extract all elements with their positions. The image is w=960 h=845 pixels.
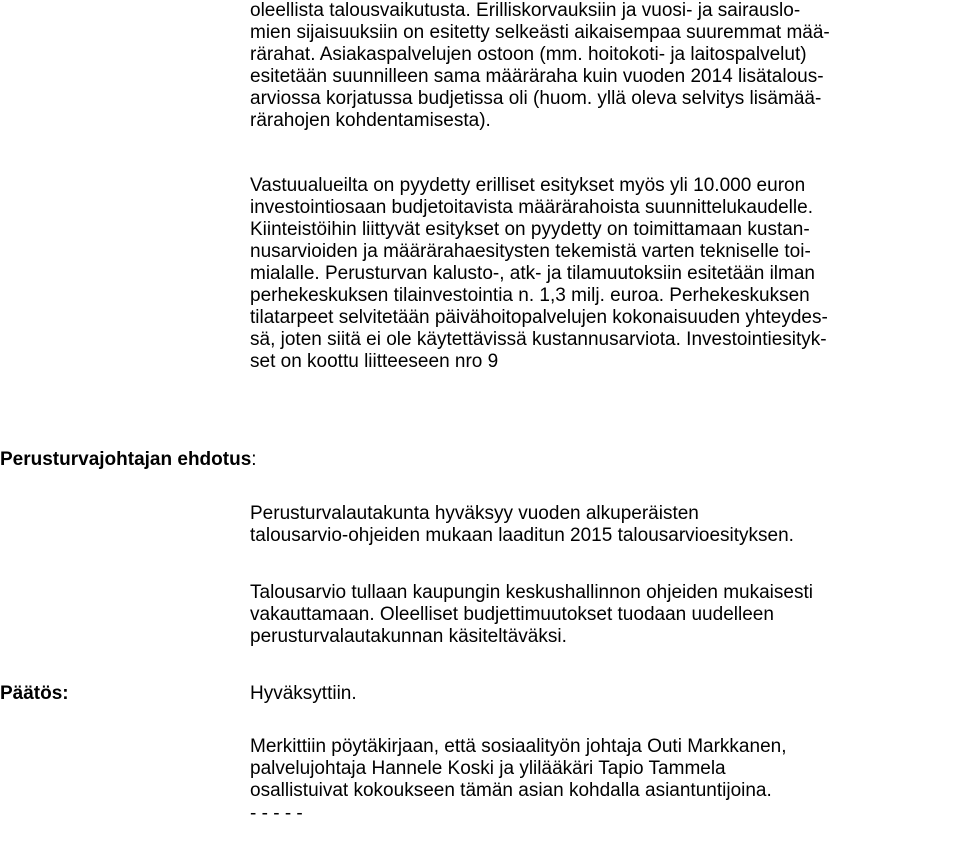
text-line: Vastuualueilta on pyydetty erilliset esitykset myös yli 10.000 euron [250,175,806,196]
text-line: perhekeskuksen tilainvestointia n. 1,3 milj. euroa. Perhekeskuksen [250,285,810,306]
text-line: Kiinteistöihin liittyvät esitykset on pyydetty on toimittamaan kustan- [250,219,810,240]
text-line: Talousarvio tullaan kaupungin keskushallinnon ohjeiden mukaisesti [250,582,813,603]
section-separator: - - - - - [250,803,303,824]
text-line: rärahojen kohdentamisesta). [250,110,491,131]
text-line: set on koottu liitteeseen nro 9 [250,351,499,372]
text-line: sä, joten siitä ei ole käytettävissä kustannusarviota. Investointiesityk- [250,329,827,350]
decision-text: Hyväksyttiin. [250,683,357,704]
decision-label: Päätös: [0,683,69,704]
proposal-label [0,449,257,471]
text-line: palvelujohtaja Hannele Koski ja ylilääkäri Tapio Tammela [250,758,726,779]
text-line: mialalle. Perusturvan kalusto-, atk- ja tilamuutoksiin esitetään ilman [250,263,815,284]
text-line: nusarvioiden ja määrärahaesitysten tekemistä varten tekniselle toi- [250,241,811,262]
text-line: oleellista talousvaikutusta. Erilliskorvauksiin ja vuosi- ja sairauslo- [250,0,801,21]
text-line: mien sijaisuuksiin on esitetty selkeästi aikaisempaa suuremmat mää- [250,22,830,43]
proposal-label-text: Perusturvajohtajan ehdotus [0,449,252,470]
text-line: Perusturvalautakunta hyväksyy vuoden alkuperäisten [250,503,699,524]
text-line: vakauttamaan. Oleelliset budjettimuutokset tuodaan uudelleen [250,604,774,625]
text-line: arviossa korjatussa budjetissa oli (huom. yllä oleva selvitys lisämää- [250,88,822,109]
text-line: tilatarpeet selvitetään päivähoitopalvelujen kokonaisuuden yhteydes- [250,307,828,328]
text-line: osallistuivat kokoukseen tämän asian kohdalla asiantuntijoina. [250,780,772,801]
text-line: Merkittiin pöytäkirjaan, että sosiaalityön johtaja Outi Markkanen, [250,736,787,757]
text-line: perusturvalautakunnan käsiteltäväksi. [250,626,567,647]
text-line: esitetään suunnilleen sama määräraha kuin vuoden 2014 lisätalous- [250,66,824,87]
text-line: talousarvio-ohjeiden mukaan laaditun 2015 talousarvioesityksen. [250,525,794,546]
proposal-label-colon: : [251,449,257,470]
text-line: investointiosaan budjetoitavista määrärahoista suunnittelukaudelle. [250,197,813,218]
text-line: rärahat. Asiakaspalvelujen ostoon (mm. hoitokoti- ja laitospalvelut) [250,44,807,65]
